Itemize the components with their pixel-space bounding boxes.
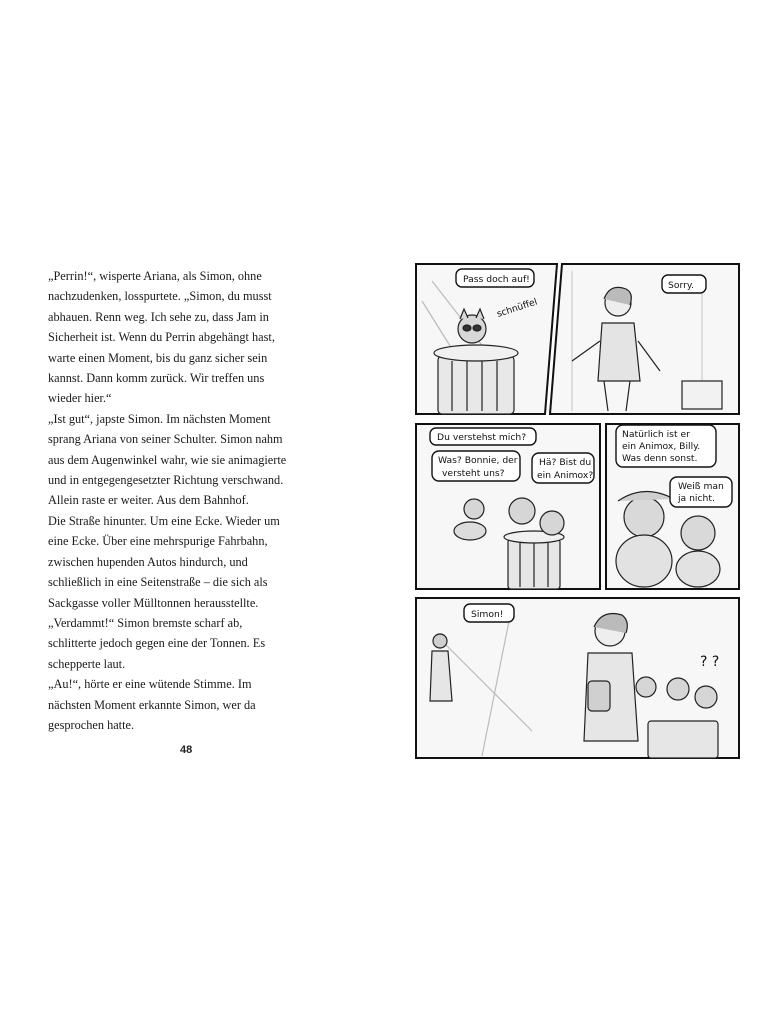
bubble-text: Du verstehst mich? — [437, 432, 527, 443]
text-line: aus dem Augenwinkel wahr, wie sie animagierte — [48, 452, 287, 467]
sfx-text: schnüffel — [495, 296, 539, 320]
text-line: „Perrin!“, wisperte Ariana, als Simon, ohne — [48, 269, 262, 283]
sfx-text: ? ? — [700, 654, 720, 670]
left-page — [48, 266, 378, 735]
text-line: gesprochen hatte. — [48, 717, 135, 732]
text-line: warte einen Moment, bis du ganz sicher sein — [48, 350, 268, 365]
bubble-text: Weiß man — [678, 481, 724, 492]
bubble-text: Was? Bonnie, der — [438, 455, 518, 466]
text-line: „Verdammt!“ Simon bremste scharf ab, — [48, 615, 243, 630]
bubble-text: Natürlich ist er — [622, 429, 690, 440]
text-line: „Ist gut“, japste Simon. Im nächsten Moment — [48, 411, 271, 426]
bubble-text: ja nicht. — [678, 493, 715, 504]
bubble-text: Pass doch auf! — [463, 274, 530, 285]
text-line: „Au!“, hörte er eine wütende Stimme. Im — [48, 677, 252, 692]
text-line: Allein raste er weiter. Aus dem Bahnhof. — [48, 493, 249, 508]
text-line: Sackgasse voller Mülltonnen herausstellte. — [48, 595, 259, 610]
text-line: nächsten Moment erkannte Simon, wer da — [48, 697, 256, 712]
text-line: zwischen hupenden Autos hindurch, und — [48, 554, 248, 569]
text-line: kannst. Dann komm zurück. Wir treffen uns — [48, 371, 265, 386]
bubble-text: ein Animox, Billy. — [622, 441, 701, 452]
text-line: eine Ecke. Über eine mehrspurige Fahrbahn, — [48, 534, 268, 549]
bubble-text: Simon! — [471, 609, 504, 620]
text-line: abhauen. Renn weg. Ich sehe zu, dass Jam in — [48, 309, 269, 324]
text-line: schepperte laut. — [48, 656, 126, 671]
bubble-text: versteht uns? — [442, 468, 505, 479]
bubble-text: ein Animox? — [537, 470, 594, 481]
text-line: Die Straße hinunter. Um eine Ecke. Wieder um — [48, 513, 280, 528]
text-line: Sicherheit ist. Wenn du Perrin abgehängt hast, — [48, 330, 275, 345]
text-line: und in entgegengesetzter Richtung verschwand. — [48, 473, 284, 488]
comic-page — [412, 261, 742, 761]
bubble-text: Sorry. — [668, 280, 694, 291]
bubble-text: Hä? Bist du — [539, 457, 592, 468]
text-line: sprang Ariana von seiner Schulter. Simon nahm — [48, 432, 283, 447]
text-line: wieder hier.“ — [48, 391, 112, 406]
text-line: nachzudenken, losspurtete. „Simon, du musst — [48, 289, 272, 304]
text-line: schlitterte jedoch gegen eine der Tonnen. Es — [48, 636, 266, 651]
text-line: schließlich in eine Seitenstraße – die sich als — [48, 575, 268, 590]
body-text — [48, 266, 378, 735]
bubble-text: Was denn sonst. — [622, 453, 698, 464]
page-number: 48 — [180, 744, 193, 756]
